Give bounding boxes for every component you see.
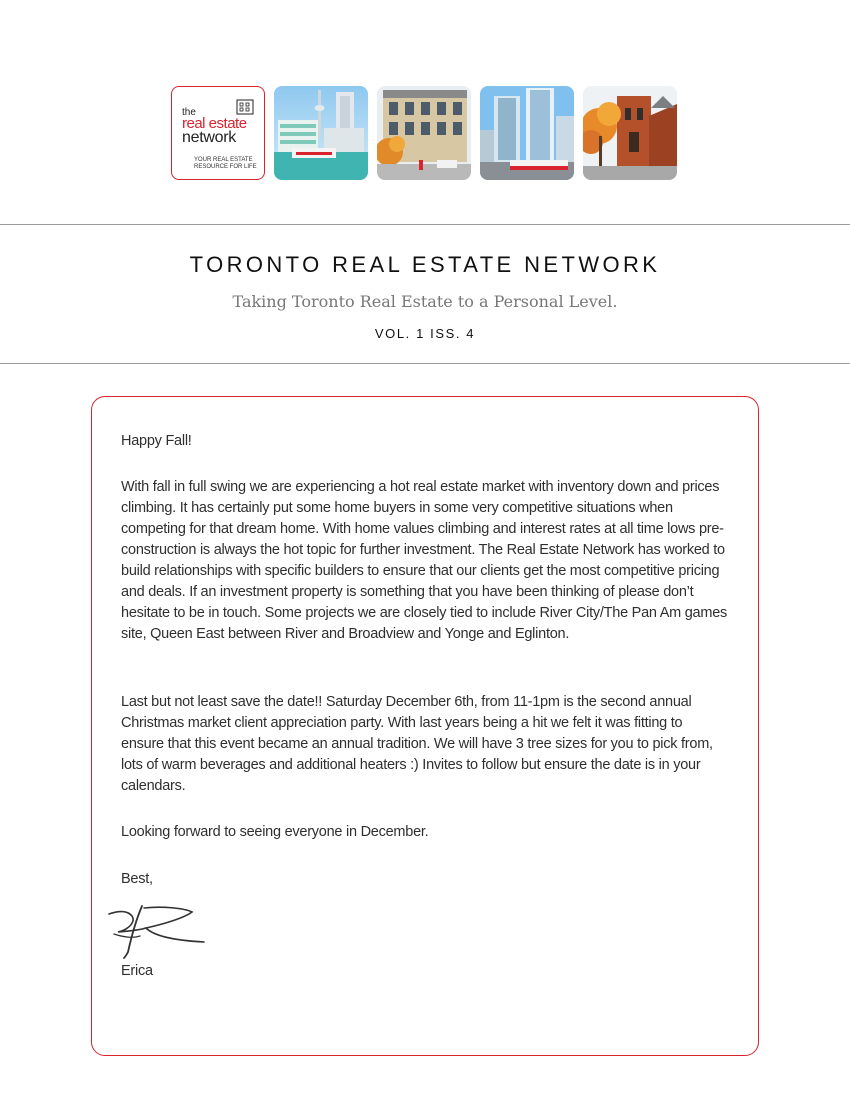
letter-paragraph-market-update: With fall in full swing we are experiencing a hot real estate market with inventory down and prices climbing. It has certainly put some home buyers in some very competitive situations when competing for that dream home. With home values climbing and interest rates at all time lows pre-construction is always the hot topic for further investment. The Real Estate Network has worked to build relationships with specific builders to ensure that our clients get the most competitive pricing and deals. If an investment property is something that you have been thinking of please don’t hesitate to be in touch. Some projects we are closely tied to include River City/The Pan Am games site, Queen East between River and Broadview and Yonge and Eglinton. bbox=[121, 479, 728, 642]
handwritten-signature bbox=[106, 904, 208, 960]
letter-author-name: Erica bbox=[121, 963, 153, 979]
brick-church-autumn-photo bbox=[583, 86, 677, 180]
logo-tagline: YOUR REAL ESTATE RESOURCE FOR LIFE bbox=[194, 157, 257, 170]
company-logo bbox=[171, 86, 265, 180]
letter-sign-off: Best, bbox=[121, 871, 153, 887]
logo-text-real-estate: real estate bbox=[182, 115, 247, 132]
logo-text-network: network bbox=[182, 129, 236, 146]
masthead-bottom-divider bbox=[0, 363, 850, 364]
cn-tower-waterfront-photo bbox=[274, 86, 368, 180]
letter-greeting: Happy Fall! bbox=[121, 433, 192, 449]
logo-text-the: the bbox=[182, 107, 196, 118]
letter-paragraph-closing-note: Looking forward to seeing everyone in December. bbox=[121, 824, 429, 840]
issue-number: VOL. 1 ISS. 4 bbox=[374, 326, 476, 341]
top-divider bbox=[0, 224, 850, 225]
newsletter-subtitle: Taking Toronto Real Estate to a Personal Level. bbox=[232, 292, 618, 311]
header-image-strip bbox=[171, 86, 681, 182]
heritage-building-photo bbox=[377, 86, 471, 180]
condo-towers-streetcar-photo bbox=[480, 86, 574, 180]
letter-paragraph-save-the-date: Last but not least save the date!! Saturday December 6th, from 11-1pm is the second annual Christmas market client appreciation party. With last years being a hit we felt it was fitting to ensure that this event became an annual tradition. We will have 3 tree sizes for you to pick from, lots of warm beverages and additional heaters :) Invites to follow but ensure the date is in your calendars. bbox=[121, 694, 713, 794]
newsletter-title: TORONTO REAL ESTATE NETWORK bbox=[189, 252, 661, 277]
building-icon bbox=[236, 99, 254, 115]
